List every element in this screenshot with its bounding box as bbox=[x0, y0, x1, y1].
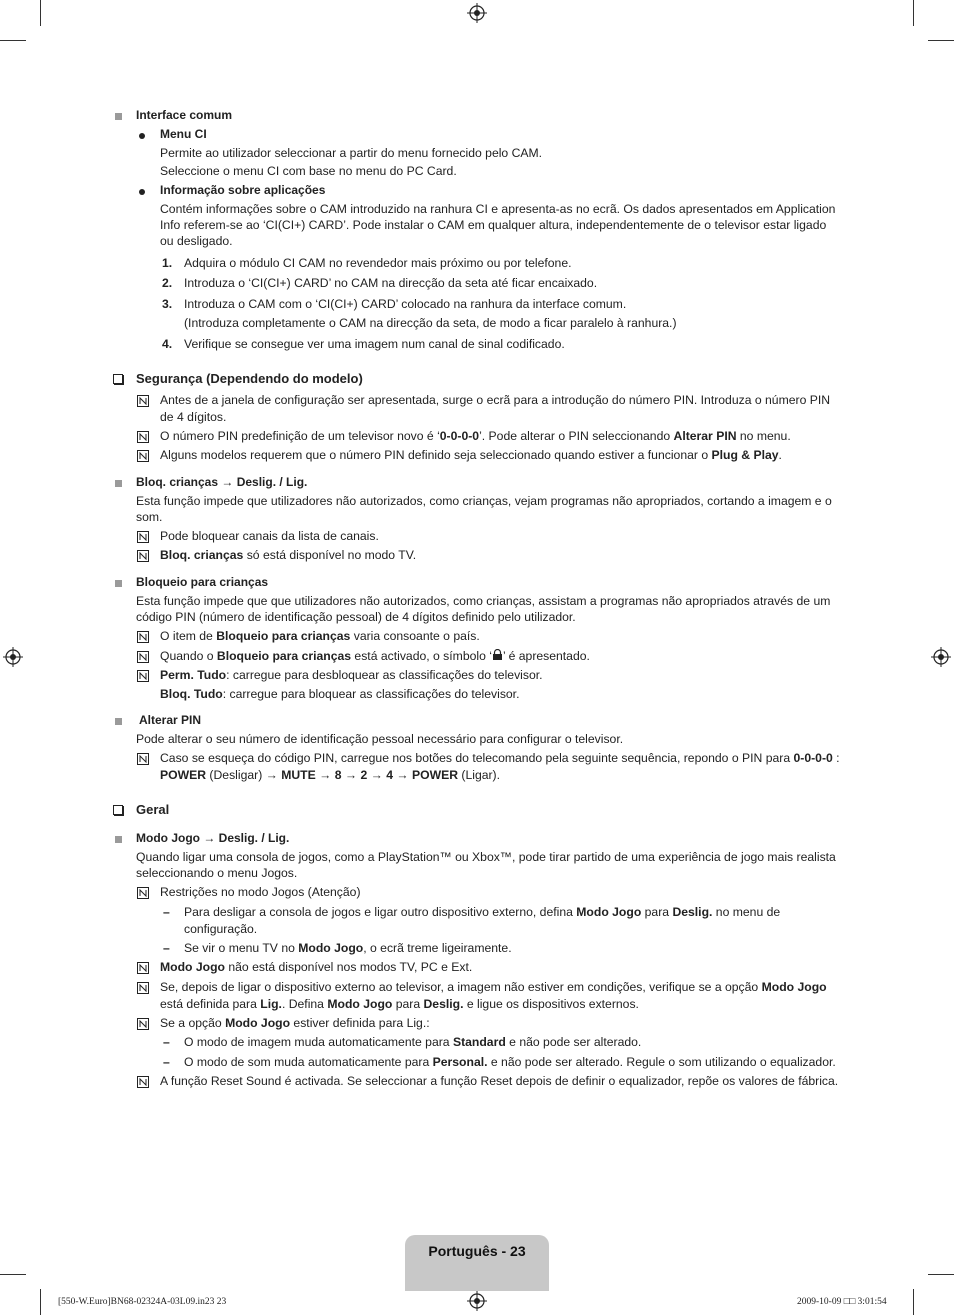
menu-ref: Deslig. bbox=[672, 905, 713, 919]
step-number: 1. bbox=[162, 256, 173, 270]
dash-text: configuração. bbox=[184, 922, 258, 936]
crop-mark bbox=[913, 0, 914, 26]
step-text: (Introduza completamente o CAM na direcção da seta, de modo a ficar paralelo à ranhura.) bbox=[184, 316, 677, 330]
text: está activado, o símbolo ‘ bbox=[351, 649, 492, 663]
text: Quando o bbox=[160, 649, 217, 663]
item-text: Esta função impede que utilizadores não autorizados, como crianças, vejam programas não apropriados, cortando a imagem e o bbox=[136, 494, 832, 508]
note-icon bbox=[137, 631, 149, 643]
text: . Defina bbox=[281, 997, 328, 1011]
text: (Desligar) → bbox=[206, 768, 282, 782]
text: Caso se esqueça do código PIN, carregue nos botões do telecomando pela seguinte sequência, repondo o PIN para bbox=[160, 751, 794, 765]
menu-ref: Modo Jogo bbox=[225, 1016, 291, 1030]
item-heading-bloq-criancas: Bloq. crianças → Deslig. / Lig. bbox=[136, 475, 308, 489]
info-apps-text: Info referem-se ao ‘CI(CI+) CARD’. Pode instalar o CAM em qualquer altura, independentemente de o televisor estar ligado bbox=[160, 218, 827, 232]
item-text: som. bbox=[136, 510, 163, 524]
text: , o ecrã treme ligeiramente. bbox=[363, 941, 512, 955]
note-icon bbox=[137, 651, 149, 663]
item-heading-bloqueio-criancas: Bloqueio para crianças bbox=[136, 575, 269, 589]
checkbox-bullet-icon bbox=[113, 805, 123, 815]
text: → bbox=[393, 768, 412, 782]
dash-bullet: – bbox=[163, 1035, 170, 1049]
note-text bbox=[160, 768, 500, 782]
menu-ref: Modo Jogo bbox=[160, 960, 225, 974]
dash-text bbox=[184, 941, 512, 955]
step-text: Verifique se consegue ver uma imagem num canal de sinal codificado. bbox=[184, 337, 565, 351]
note-icon bbox=[137, 531, 149, 543]
note-text bbox=[160, 980, 827, 994]
note-icon bbox=[137, 962, 149, 974]
text: O modo de imagem muda automaticamente para bbox=[184, 1035, 453, 1049]
square-bullet-icon bbox=[115, 718, 122, 725]
crop-mark bbox=[0, 40, 26, 41]
note-icon bbox=[137, 753, 149, 765]
step-number: 2. bbox=[162, 276, 173, 290]
step-text: Adquira o módulo CI CAM no revendedor mais próximo ou por telefone. bbox=[184, 256, 572, 270]
text: O item de bbox=[160, 629, 217, 643]
text: no menu. bbox=[736, 429, 791, 443]
menu-ref: Bloq. crianças bbox=[160, 548, 244, 562]
text: não está disponível nos modos TV, PC e Ext. bbox=[224, 960, 473, 974]
note-text bbox=[160, 668, 543, 682]
crop-mark bbox=[0, 1274, 26, 1275]
menu-ref: Bloq. Tudo bbox=[160, 687, 223, 701]
key-name: 8 bbox=[334, 768, 342, 782]
section-heading-geral: Geral bbox=[136, 802, 170, 817]
key-name: POWER bbox=[411, 768, 459, 782]
text: : carregue para bloquear as classificações do televisor. bbox=[222, 687, 520, 701]
menu-ref: Plug & Play bbox=[711, 448, 779, 462]
dash-text bbox=[184, 905, 780, 919]
note-icon bbox=[137, 395, 149, 407]
key-name: 2 bbox=[360, 768, 368, 782]
item-text: seleccionando o menu Jogos. bbox=[136, 866, 298, 880]
note-text bbox=[160, 687, 519, 701]
menu-ci-text: Permite ao utilizador seleccionar a partir do menu fornecido pelo CAM. bbox=[160, 146, 543, 160]
step-number: 3. bbox=[162, 297, 173, 311]
text: no menu de bbox=[712, 905, 781, 919]
lock-icon bbox=[492, 649, 503, 661]
step-text: Introduza o CAM com o ‘CI(CI+) CARD’ colocado na ranhura da interface comum. bbox=[184, 297, 627, 311]
note-text: de 4 dígitos. bbox=[160, 410, 227, 424]
menu-ref: Bloqueio para crianças bbox=[216, 649, 352, 663]
note-text bbox=[160, 429, 791, 443]
square-bullet-icon bbox=[115, 480, 122, 487]
note-text bbox=[160, 548, 416, 562]
text: → bbox=[315, 768, 335, 782]
note-text bbox=[160, 960, 472, 974]
registration-mark-icon bbox=[467, 1291, 487, 1311]
note-text bbox=[160, 997, 639, 1011]
note-text: A função Reset Sound é activada. Se seleccionar a função Reset depois de definir o equalizador, repõe os valores de fábrica. bbox=[160, 1074, 839, 1088]
text: Se vir o menu TV no bbox=[184, 941, 299, 955]
checkbox-bullet-icon bbox=[113, 374, 123, 384]
square-bullet-icon bbox=[115, 580, 122, 587]
pin-value: 0-0-0-0 bbox=[439, 429, 480, 443]
item-text: Quando ligar uma consola de jogos, como a PlayStation™ ou Xbox™, pode tirar partido de uma experiência de jogo mais realista bbox=[136, 850, 836, 864]
registration-mark-icon bbox=[931, 647, 951, 667]
text: e não pode ser alterado. Regule o som utilizando o equalizador. bbox=[487, 1055, 836, 1069]
note-text bbox=[160, 649, 590, 663]
menu-ref: Personal. bbox=[432, 1055, 488, 1069]
text: Se a opção bbox=[160, 1016, 226, 1030]
text: : bbox=[832, 751, 840, 765]
registration-mark-icon bbox=[467, 3, 487, 23]
item-text: Pode alterar o seu número de identificação pessoal necessário para configurar o televisor. bbox=[136, 732, 624, 746]
pin-value: 0-0-0-0 bbox=[793, 751, 833, 765]
section-heading-seguranca: Segurança (Dependendo do modelo) bbox=[136, 371, 363, 386]
note-icon bbox=[137, 450, 149, 462]
text: ’ é apresentado. bbox=[502, 649, 590, 663]
text: Se, depois de ligar o dispositivo externo ao televisor, a imagem não estiver em condições, verifique se a opção bbox=[160, 980, 762, 994]
info-apps-heading: Informação sobre aplicações bbox=[160, 183, 326, 197]
menu-ref: Modo Jogo bbox=[298, 941, 364, 955]
crop-mark bbox=[40, 0, 41, 26]
crop-mark bbox=[928, 1274, 954, 1275]
note-text bbox=[160, 751, 840, 765]
menu-ci-heading: Menu CI bbox=[160, 127, 207, 141]
note-icon bbox=[137, 1076, 149, 1088]
menu-ref: Modo Jogo bbox=[576, 905, 642, 919]
note-icon bbox=[137, 982, 149, 994]
key-name: 4 bbox=[386, 768, 393, 782]
round-bullet-icon bbox=[139, 133, 145, 139]
crop-mark bbox=[913, 1289, 914, 1315]
note-text bbox=[160, 1016, 430, 1030]
menu-ref: Bloqueio para crianças bbox=[216, 629, 351, 643]
text: : carregue para desbloquear as classificações do televisor. bbox=[226, 668, 543, 682]
page-number-tab bbox=[405, 1235, 549, 1291]
menu-ref: Deslig. bbox=[423, 997, 464, 1011]
dash-text bbox=[184, 1055, 836, 1069]
square-bullet-icon bbox=[115, 836, 122, 843]
dash-text bbox=[184, 1035, 641, 1049]
text: varia consoante o país. bbox=[350, 629, 480, 643]
info-apps-text: Contém informações sobre o CAM introduzido na ranhura CI e apresenta-as no ecrã. Os dados apresentados em Application bbox=[160, 202, 836, 216]
item-heading-alterar-pin: Alterar PIN bbox=[139, 713, 202, 727]
print-file-info: [550-W.Euro]BN68-02324A-03L09.in23 23 bbox=[58, 1297, 227, 1307]
note-icon bbox=[137, 670, 149, 682]
text: está definida para bbox=[160, 997, 261, 1011]
note-icon bbox=[137, 550, 149, 562]
menu-ref: Perm. Tudo bbox=[160, 668, 227, 682]
page-number-label: Português - 23 bbox=[428, 1243, 526, 1259]
menu-ref: Alterar PIN bbox=[673, 429, 737, 443]
note-text: Antes de a janela de configuração ser apresentada, surge o ecrã para a introdução do número PIN. Introduza o número PIN bbox=[160, 393, 831, 407]
crop-mark bbox=[928, 40, 954, 41]
crop-mark bbox=[40, 1289, 41, 1315]
text: O modo de som muda automaticamente para bbox=[184, 1055, 433, 1069]
item-text: código PIN (número de identificação pessoal) de 4 dígitos definido pelo utilizador. bbox=[136, 610, 576, 624]
note-text bbox=[160, 448, 782, 462]
text: estiver definida para Lig.: bbox=[290, 1016, 430, 1030]
text: só está disponível no modo TV. bbox=[243, 548, 417, 562]
text: Alguns modelos requerem que o número PIN definido seja seleccionado quando estiver a funcionar o bbox=[160, 448, 712, 462]
text: e não pode ser alterado. bbox=[505, 1035, 642, 1049]
item-heading-modo-jogo: Modo Jogo → Deslig. / Lig. bbox=[136, 831, 290, 845]
text: → bbox=[367, 768, 387, 782]
dash-bullet: – bbox=[163, 905, 170, 919]
menu-ci-text: Seleccione o menu CI com base no menu do PC Card. bbox=[160, 164, 457, 178]
step-number: 4. bbox=[162, 337, 173, 351]
note-icon bbox=[137, 1018, 149, 1030]
round-bullet-icon bbox=[139, 189, 145, 195]
menu-ref: Modo Jogo bbox=[761, 980, 827, 994]
text: ’. Pode alterar o PIN seleccionando bbox=[479, 429, 674, 443]
key-name: POWER bbox=[160, 768, 207, 782]
text: O número PIN predefinição de um televisor novo é ‘ bbox=[160, 429, 440, 443]
note-text: Restrições no modo Jogos (Atenção) bbox=[160, 885, 361, 899]
text: e ligue os dispositivos externos. bbox=[463, 997, 639, 1011]
note-text bbox=[160, 629, 480, 643]
menu-ref: Lig. bbox=[260, 997, 282, 1011]
section-heading-interface-comum: Interface comum bbox=[136, 108, 233, 122]
menu-ref: Modo Jogo bbox=[327, 997, 393, 1011]
text: (Ligar). bbox=[458, 768, 501, 782]
text: Para desligar a consola de jogos e ligar outro dispositivo externo, defina bbox=[184, 905, 577, 919]
text: para bbox=[392, 997, 424, 1011]
key-name: MUTE bbox=[281, 768, 316, 782]
dash-bullet: – bbox=[163, 941, 170, 955]
text: . bbox=[778, 448, 782, 462]
note-icon bbox=[137, 431, 149, 443]
menu-ref: Standard bbox=[452, 1035, 506, 1049]
item-text: Esta função impede que que utilizadores não autorizados, como crianças, assistam a programas não apropriados através de um bbox=[136, 594, 831, 608]
text: para bbox=[641, 905, 673, 919]
note-text: Pode bloquear canais da lista de canais. bbox=[160, 529, 379, 543]
print-datetime: 2009-10-09 □□ 3:01:54 bbox=[797, 1297, 887, 1307]
note-icon bbox=[137, 887, 149, 899]
text: → bbox=[341, 768, 361, 782]
step-text: Introduza o ‘CI(CI+) CARD’ no CAM na direcção da seta até ficar encaixado. bbox=[184, 276, 598, 290]
square-bullet-icon bbox=[115, 113, 122, 120]
info-apps-text: ou desligado. bbox=[160, 234, 233, 248]
registration-mark-icon bbox=[3, 647, 23, 667]
dash-bullet: – bbox=[163, 1055, 170, 1069]
